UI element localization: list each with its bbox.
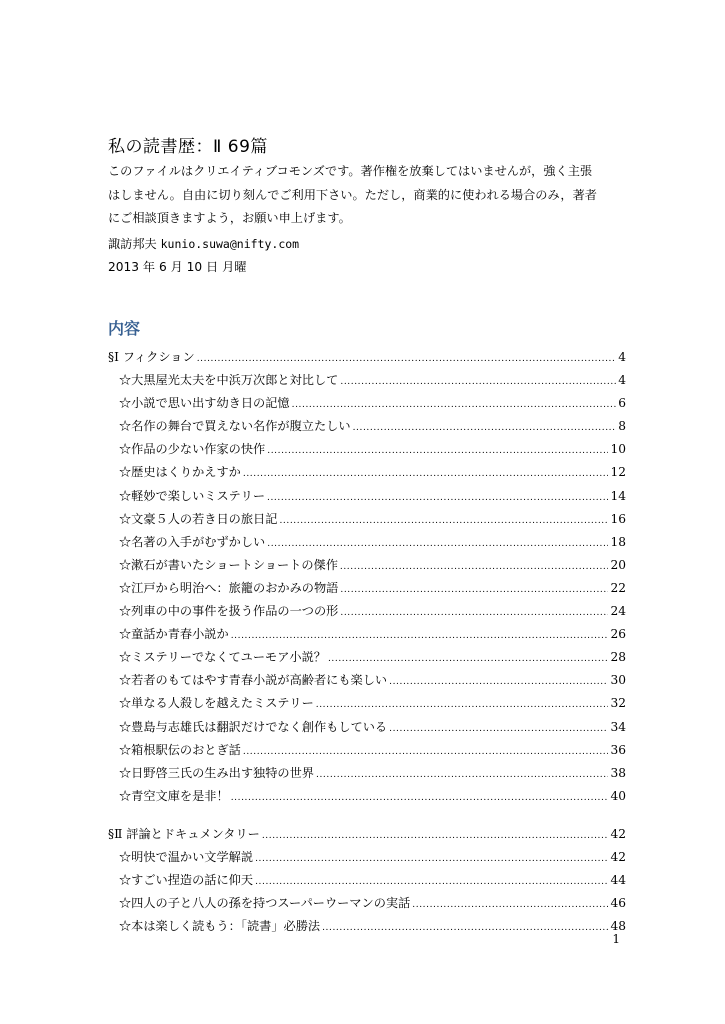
toc-leader-dots <box>279 510 608 533</box>
toc-leader-dots <box>243 463 609 486</box>
toc-entry-page: 18 <box>610 534 626 549</box>
toc-entry[interactable] <box>108 623 626 646</box>
table-of-contents <box>108 346 626 938</box>
document-date: 2013 年 6 月 10 日 月曜 <box>108 260 247 274</box>
toc-entry-label: ☆列車の中の事件を扱う作品の一つの形 <box>119 604 339 619</box>
toc-entry-page: 4 <box>618 350 626 364</box>
toc-entry-label: ☆日野啓三氏の生み出す独特の世界 <box>119 765 314 780</box>
license-notice-line: このファイルはクリエイティブコモンズです。著作権を放棄してはいませんが，強く主張 <box>108 164 593 178</box>
toc-entry-page: 36 <box>610 742 626 757</box>
toc-entry[interactable] <box>108 369 626 392</box>
toc-entry-section-2[interactable] <box>108 823 626 846</box>
toc-entry-page: 28 <box>610 650 626 665</box>
toc-entry-page: 8 <box>618 419 626 434</box>
toc-heading: 内容 <box>108 319 141 338</box>
toc-leader-dots <box>389 671 608 694</box>
author-email: kunio.suwa@nifty.com <box>160 237 300 251</box>
toc-entry-label: ☆漱石が書いたショートショートの傑作 <box>119 557 338 572</box>
toc-leader-dots <box>267 440 608 463</box>
toc-entry[interactable] <box>108 869 626 892</box>
toc-entry[interactable] <box>108 392 626 415</box>
license-notice-line: にご相談頂きますよう，お願い申上げます。 <box>108 211 351 225</box>
toc-leader-dots <box>255 848 608 871</box>
toc-entry-label: ☆四人の子と八人の孫を持つスーパーウーマンの実話 <box>119 896 411 911</box>
toc-entry[interactable] <box>108 762 626 785</box>
toc-leader-dots <box>316 694 609 717</box>
toc-entry-label: ☆青空文庫を是非！ <box>119 788 229 803</box>
toc-entry[interactable] <box>108 846 626 869</box>
toc-leader-dots <box>243 741 609 764</box>
toc-entry-page: 20 <box>610 557 626 572</box>
toc-leader-dots <box>292 394 617 417</box>
toc-entry[interactable] <box>108 739 626 762</box>
toc-entry[interactable] <box>108 692 626 715</box>
toc-leader-dots <box>267 533 608 556</box>
toc-entry-page: 10 <box>610 442 626 457</box>
toc-entry-label: §Ⅱ 評論とドキュメンタリー <box>108 826 260 841</box>
toc-entry[interactable] <box>108 415 626 438</box>
toc-leader-dots <box>255 871 608 894</box>
toc-entry[interactable] <box>108 600 626 623</box>
toc-entry-page: 32 <box>610 696 626 711</box>
toc-entry-label: ☆単なる人殺しを越えたミステリー <box>119 696 314 711</box>
toc-entry-label: ☆大黒屋光太夫を中浜万次郎と対比して <box>119 373 339 388</box>
toc-entry[interactable] <box>108 485 626 508</box>
page-title: 私の読書歴：Ⅱ 69篇 <box>108 137 268 157</box>
toc-entry-label: ☆明快で温かい文学解説 <box>119 849 254 864</box>
toc-entry-label: ☆豊島与志雄氏は翻訳だけでなく創作もしている <box>119 719 388 734</box>
toc-entry-label: §Ⅰ フィクション <box>108 350 195 364</box>
toc-leader-dots <box>353 417 617 440</box>
toc-entry-page: 42 <box>610 849 626 864</box>
toc-leader-dots <box>267 487 608 510</box>
toc-entry-label: ☆小説で思い出す幼き日の記憶 <box>119 396 290 411</box>
toc-entry-page: 48 <box>610 919 626 934</box>
author-name: 諏訪邦夫 <box>108 237 157 251</box>
toc-entry-label: ☆童話か青春小説か <box>119 627 229 642</box>
toc-entry[interactable] <box>108 785 626 808</box>
toc-leader-dots <box>328 648 609 671</box>
toc-entry[interactable] <box>108 716 626 739</box>
toc-leader-dots <box>231 625 609 648</box>
toc-entry-page: 38 <box>610 765 626 780</box>
toc-entry[interactable] <box>108 646 626 669</box>
toc-leader-dots <box>316 764 608 787</box>
toc-leader-dots <box>412 894 608 917</box>
toc-entry-label: ☆ミステリーでなくてユーモア小説？ <box>119 650 326 665</box>
toc-entry-page: 42 <box>610 826 626 841</box>
toc-entry-page: 14 <box>610 488 626 503</box>
toc-leader-dots <box>340 556 609 579</box>
toc-entry-page: 40 <box>610 788 626 803</box>
toc-entry-label: ☆軽妙で楽しいミステリー <box>119 488 266 503</box>
toc-entry[interactable] <box>108 531 626 554</box>
toc-entry-page: 46 <box>610 896 626 911</box>
toc-entry[interactable] <box>108 438 626 461</box>
toc-entry-page: 16 <box>610 511 626 526</box>
toc-entry-label: ☆作品の少ない作家の快作 <box>119 442 266 457</box>
toc-entry-label: ☆若者のもてはやす青春小説が高齢者にも楽しい <box>119 673 388 688</box>
toc-entry[interactable] <box>108 554 626 577</box>
toc-entry-page: 24 <box>610 604 626 619</box>
toc-entry-section-1[interactable] <box>108 346 626 369</box>
toc-entry-page: 4 <box>618 373 626 388</box>
toc-entry-label: ☆歴史はくりかえすか <box>119 465 241 480</box>
toc-leader-dots <box>197 348 617 371</box>
toc-entry-label: ☆江戸から明治へ：旅籠のおかみの物語 <box>119 580 339 595</box>
license-notice-line: はしません。自由に切り刻んでご利用下さい。ただし，商業的に使われる場合のみ，著者 <box>108 187 597 202</box>
toc-leader-dots <box>262 825 609 848</box>
toc-entry[interactable] <box>108 577 626 600</box>
toc-leader-dots <box>340 371 616 394</box>
page-number: 1 <box>612 932 620 946</box>
toc-entry-page: 12 <box>610 465 626 480</box>
toc-leader-dots <box>231 787 609 810</box>
toc-entry-page: 44 <box>610 873 626 888</box>
toc-leader-dots <box>340 602 608 625</box>
toc-leader-dots <box>340 579 608 602</box>
toc-entry-label: ☆箱根駅伝のおとぎ話 <box>119 742 241 757</box>
license-notice <box>108 160 620 231</box>
toc-entry-page: 22 <box>610 580 626 595</box>
toc-entry-page: 26 <box>610 627 626 642</box>
toc-entry-label: ☆すごい捏造の話に仰天 <box>119 873 254 888</box>
toc-entry[interactable] <box>108 508 626 531</box>
toc-entry-label: ☆名著の入手がむずかしい <box>119 534 266 549</box>
toc-entry-page: 30 <box>610 673 626 688</box>
toc-entry-label: ☆名作の舞台で買えない名作が腹立たしい <box>119 419 351 434</box>
toc-entry-page: 34 <box>610 719 626 734</box>
toc-entry[interactable] <box>108 669 626 692</box>
toc-entry[interactable] <box>108 461 626 484</box>
author-line <box>108 233 299 257</box>
toc-entry[interactable] <box>108 892 626 915</box>
toc-entry-label: ☆文豪５人の若き日の旅日記 <box>119 511 278 526</box>
toc-entry-label: ☆本は楽しく読もう：「読書」必勝法 <box>119 919 321 934</box>
toc-leader-dots <box>389 718 608 741</box>
toc-entry-page: 6 <box>618 396 626 411</box>
